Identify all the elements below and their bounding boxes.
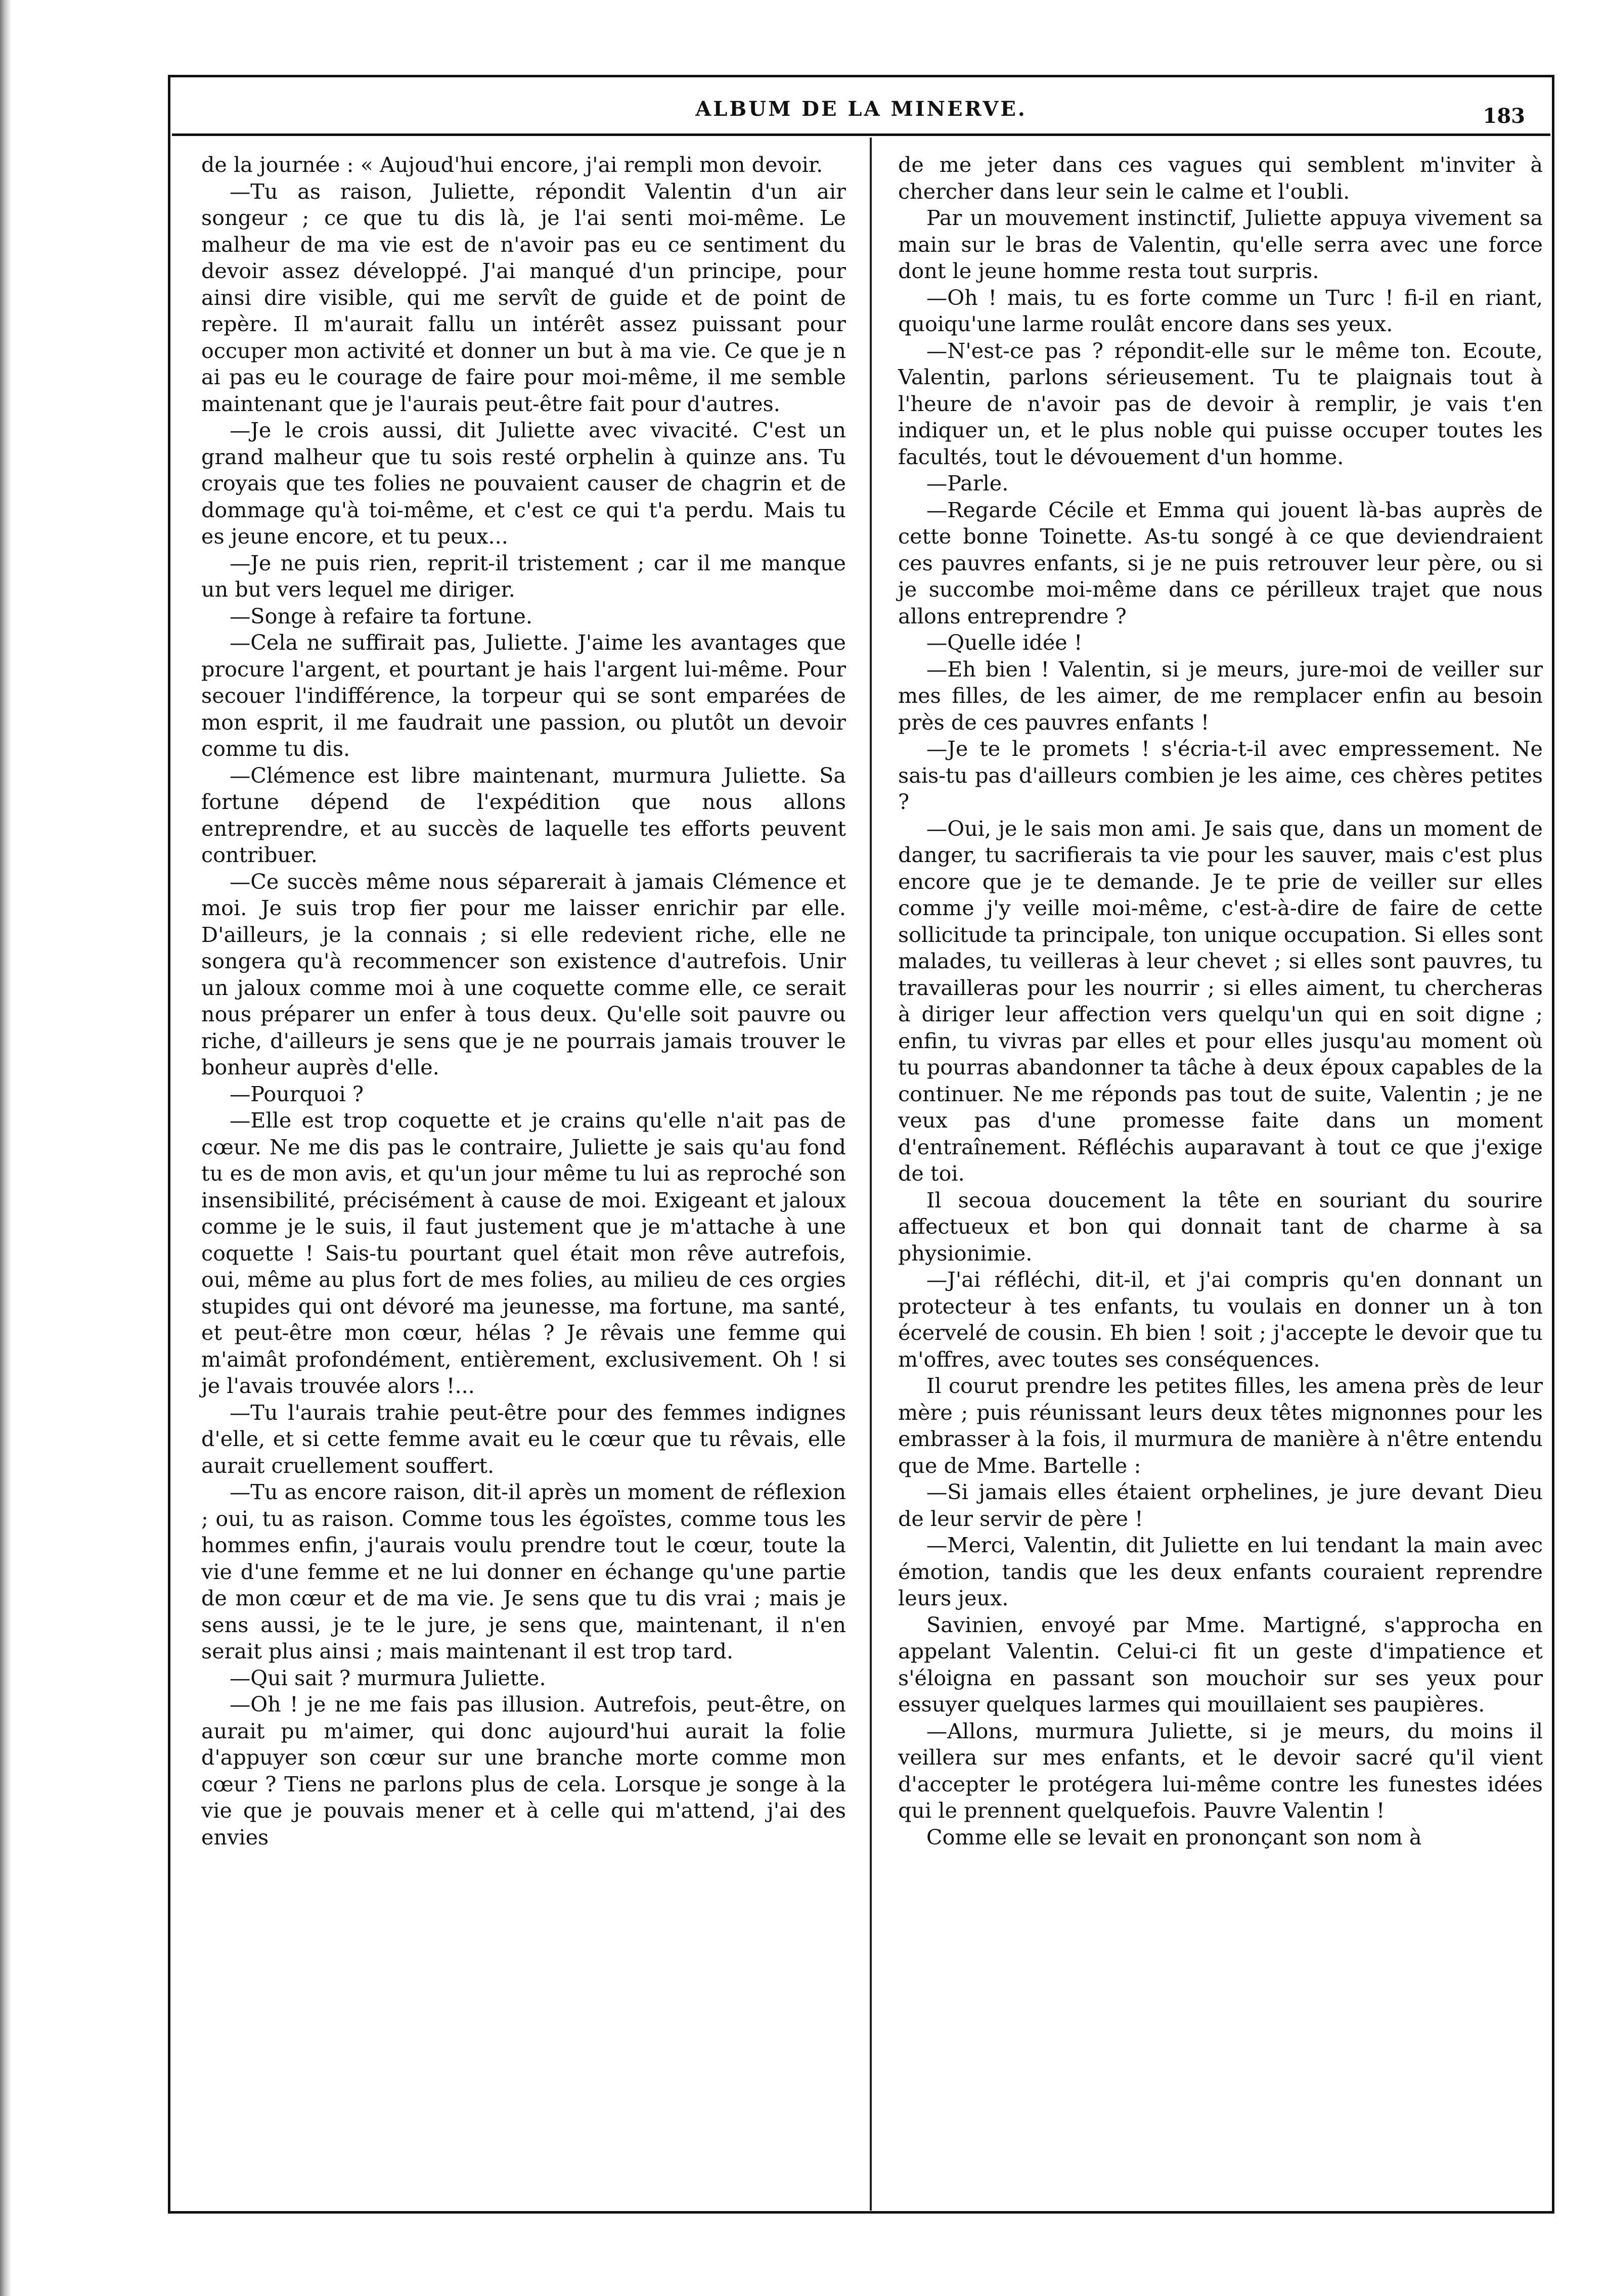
paragraph: —Ce succès même nous séparerait à jamais Clémence et moi. Je suis trop fier pour me laisser enrichir par elle. D'ailleurs, je la connais ; si elle redevient riche, elle ne songera qu'à recommencer son existence d'autrefois. Unir un jaloux comme moi à une coquette comme elle, ce serait nous préparer un enfer à tous deux. Qu'elle soit pauvre ou riche, d'ailleurs je sens que je ne pourrais jamais trouver le bonheur auprès d'elle. [201, 869, 846, 1079]
paragraph: —Oui, je le sais mon ami. Je sais que, dans un moment de danger, tu sacrifierais ta vie pour les sauver, mais c'est plus encore que je te demande. Je te prie de veiller sur elles comme j'y veille moi-même, c'est-à-dire de faire de cette sollicitude ta principale, ton unique occupation. Si elles sont malades, tu veilleras à leur chevet ; si elles sont pauvres, tu travailleras pour les nourrir ; si elles aiment, tu chercheras à diriger leur affection vers quelqu'un qui en soit digne ; enfin, tu vivras par elles et pour elles jusqu'au moment où tu pourras abandonner ta tâche à deux époux capables de la continuer. Ne me réponds pas tout de suite, Valentin ; je ne veux pas d'une promesse faite dans un moment d'entraînement. Réfléchis auparavant à tout ce que j'exige de toi. [898, 816, 1543, 1186]
left-column [201, 152, 846, 1851]
paragraph: —Regarde Cécile et Emma qui jouent là-bas auprès de cette bonne Toinette. As-tu songé à ce que deviendraient ces pauvres enfants, si je ne puis retrouver leur père, ou si je succombe moi-même dans ce périlleux trajet que nous allons entreprendre ? [898, 498, 1543, 628]
page-number: 183 [1483, 104, 1525, 128]
paragraph: —Merci, Valentin, dit Juliette en lui tendant la main avec émotion, tandis que les deux enfants couraient reprendre leurs jeux. [898, 1533, 1543, 1610]
paragraph: —Allons, murmura Juliette, si je meurs, du moins il veillera sur mes enfants, et le devoir sacré qu'il vient d'accepter le protégera lui-même contre les funestes idées qui le prennent quelquefois. Pauvre Valentin ! [898, 1719, 1543, 1823]
paragraph: —Parle. [926, 471, 1009, 496]
right-column [898, 152, 1543, 1851]
paragraph: —Je ne puis rien, reprit-il tristement ; car il me manque un but vers lequel me diriger. [201, 551, 846, 602]
paragraph: —Si jamais elles étaient orphelines, je jure devant Dieu de leur servir de père ! [898, 1480, 1543, 1531]
paragraph: —Je te le promets ! s'écria-t-il avec empressement. Ne sais-tu pas d'ailleurs combien je les aime, ces chères petites ? [898, 737, 1543, 814]
paragraph: —Tu as raison, Juliette, répondit Valentin d'un air songeur ; ce que tu dis là, je l'ai senti moi-même. Le malheur de ma vie est de n'avoir pas eu ce sentiment du devoir assez développé. J'ai manqué d'un principe, pour ainsi dire visible, qui me servît de guide et de point de repère. Il m'aurait fallu un intérêt assez puissant pour occuper mon activité et donner un but à ma vie. Ce que je n ai pas eu le courage de faire pour moi-même, il me semble maintenant que je l'aurais peut-être fait pour d'autres. [201, 179, 846, 416]
paragraph: —Quelle idée ! [926, 631, 1083, 655]
paragraph: —Eh bien ! Valentin, si je meurs, jure-moi de veiller sur mes filles, de les aimer, de me remplacer enfin au besoin près de ces pauvres enfants ! [898, 657, 1543, 735]
paragraph: Savinien, envoyé par Mme. Martigné, s'approcha en appelant Valentin. Celui-ci fit un geste d'impatience et s'éloigna en passant son mouchoir sur ses yeux pour essuyer quelques larmes qui mouillaient ses paupières. [898, 1612, 1543, 1717]
paragraph: —Je le crois aussi, dit Juliette avec vivacité. C'est un grand malheur que tu sois resté orphelin à quinze ans. Tu croyais que tes folies ne pouvaient causer de chagrin et de dommage qu'à toi-même, et c'est ce qui t'a perdu. Mais tu es jeune encore, et tu peux... [201, 418, 846, 549]
paragraph: Comme elle se levait en prononçant son nom à [926, 1825, 1422, 1850]
paragraph: Il courut prendre les petites filles, les amena près de leur mère ; puis réunissant leurs deux têtes mignonnes pour les embrasser à la fois, il murmura de manière à n'être entendu que de Mme. Bartelle : [898, 1374, 1543, 1478]
header-rule [172, 133, 1550, 136]
paragraph: —Tu l'aurais trahie peut-être pour des femmes indignes d'elle, et si cette femme avait eu le cœur que tu rêvais, elle aurait cruellement souffert. [201, 1400, 846, 1478]
paragraph: —Cela ne suffirait pas, Juliette. J'aime les avantages que procure l'argent, et pourtant je hais l'argent lui-même. Pour secouer l'indifférence, la torpeur qui se sont emparées de mon esprit, il me faudrait une passion, ou plutôt un devoir comme tu dis. [201, 631, 846, 761]
paragraph: —Tu as encore raison, dit-il après un moment de réflexion ; oui, tu as raison. Comme tous les égoïstes, comme tous les hommes enfin, j'aurais voulu prendre tout le cœur, toute la vie d'une femme et ne lui donner en échange qu'une partie de mon cœur et de ma vie. Je sens que tu dis vrai ; mais je sens aussi, je te le jure, je sens que, maintenant, il n'en serait plus ainsi ; mais maintenant il est trop tard. [201, 1480, 846, 1663]
paragraph: —Songe à refaire ta fortune. [230, 604, 532, 628]
paragraph: —Oh ! je ne me fais pas illusion. Autrefois, peut-être, on aurait pu m'aimer, qui donc aujourd'hui aurait la folie d'appuyer son cœur sur une branche morte comme mon cœur ? Tiens ne parlons plus de cela. Lorsque je songe à la vie que je pouvais mener et à celle qui m'attend, j'ai des envies [201, 1692, 846, 1850]
paragraph: —Pourquoi ? [230, 1082, 364, 1106]
page-header [172, 97, 1550, 138]
paragraph: —Elle est trop coquette et je crains qu'elle n'ait pas de cœur. Ne me dis pas le contraire, Juliette je sais qu'au fond tu es de mon avis, et qu'un jour même tu lui as reproché son insensibilité, précisément à cause de moi. Exigeant et jaloux comme je le suis, il faut justement que je m'attache à une coquette ! Sais-tu pourtant quel était mon rêve autrefois, oui, même au plus fort de mes folies, au milieu de ces orgies stupides qui ont dévoré ma jeunesse, ma fortune, ma santé, et peut-être mon cœur, hélas ? Je rêvais une femme qui m'aimât profondément, entièrement, exclusivement. Oh ! si je l'avais trouvée alors !... [201, 1108, 846, 1398]
paragraph: —Oh ! mais, tu es forte comme un Turc ! fi-il en riant, quoiqu'une larme roulât encore dans ses yeux. [898, 285, 1543, 336]
paragraph: —Qui sait ? murmura Juliette. [230, 1665, 546, 1690]
running-title: ALBUM DE LA MINERVE. [695, 97, 1027, 121]
page-edge-shadow [0, 0, 11, 2296]
paragraph: de me jeter dans ces vagues qui semblent m'inviter à chercher dans leur sein le calme et l'oubli. [898, 153, 1543, 204]
paragraph: Il secoua doucement la tête en souriant du sourire affectueux et bon qui donnait tant de charme à sa physionimie. [898, 1188, 1543, 1266]
paragraph: de la journée : « Aujoud'hui encore, j'ai rempli mon devoir. [201, 153, 823, 177]
paragraph: —Clémence est libre maintenant, murmura Juliette. Sa fortune dépend de l'expédition que nous allons entreprendre, et au succès de laquelle tes efforts peuvent contribuer. [201, 763, 846, 867]
paragraph: —N'est-ce pas ? répondit-elle sur le même ton. Ecoute, Valentin, parlons sérieusement. Tu te plaignais tout à l'heure de n'avoir pas de devoir à remplir, je vais t'en indiquer un, et le plus noble qui puisse occuper toutes les facultés, tout le dévouement d'un homme. [898, 338, 1543, 469]
column-divider [870, 138, 872, 2211]
paragraph: Par un mouvement instinctif, Juliette appuya vivement sa main sur le bras de Valentin, qu'elle serra avec une force dont le jeune homme resta tout surpris. [898, 206, 1543, 283]
paragraph: —J'ai réfléchi, dit-il, et j'ai compris qu'en donnant un protecteur à tes enfants, tu voulais en donner un à ton écervelé de cousin. Eh bien ! soit ; j'accepte le devoir que tu m'offres, avec toutes ses conséquences. [898, 1268, 1543, 1372]
